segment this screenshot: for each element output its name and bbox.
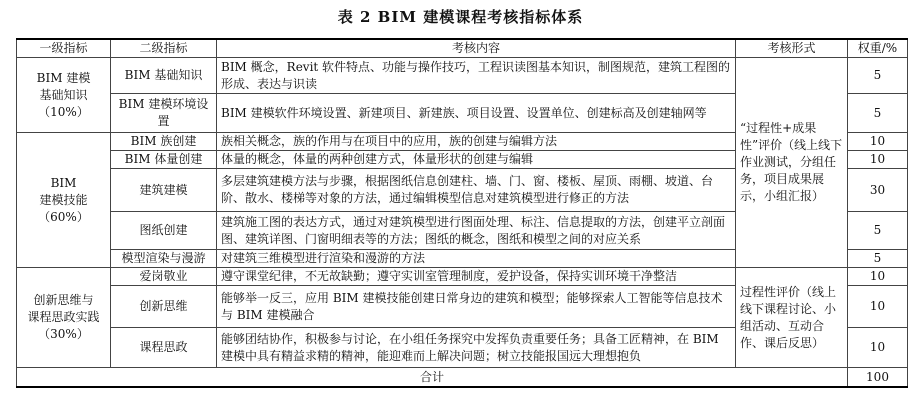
level1-name: 课程思政实践 bbox=[27, 310, 100, 324]
header-level2: 二级指标 bbox=[111, 39, 217, 58]
content-cell: 建筑施工图的表达方式，通过对建筑模型进行图面处理、标注、信息提取的方法，创建平立剖面图、建筑详图、门窗明细表等的方法；图纸的概念，图纸和模型之间的对应关系 bbox=[217, 212, 736, 250]
level2-cell: 建筑建模 bbox=[111, 169, 217, 212]
header-weight: 权重/% bbox=[848, 39, 908, 58]
content-cell: BIM 概念，Revit 软件特点、功能与操作技巧，工程识读图基本知识，制图规范，建筑工程图的形成、表达与识读 bbox=[217, 58, 736, 94]
level2-cell: BIM 基础知识 bbox=[111, 58, 217, 94]
level1-name: 基础知识 bbox=[39, 87, 88, 102]
weight-cell: 10 bbox=[848, 286, 908, 328]
table-caption: 表 2 BIM 建模课程考核指标体系 bbox=[337, 8, 584, 26]
table-row bbox=[17, 58, 908, 94]
level2-cell: BIM 体量创建 bbox=[111, 151, 217, 169]
level1-cell bbox=[17, 268, 111, 368]
level2-cell: 图纸创建 bbox=[111, 212, 217, 250]
level2-cell: 创新思维 bbox=[111, 286, 217, 328]
header-content: 考核内容 bbox=[217, 39, 736, 58]
weight-cell: 10 bbox=[848, 151, 908, 169]
weight-cell: 10 bbox=[848, 328, 908, 368]
content-cell: 遵守课堂纪律，不无故缺勤；遵守实训室管理制度，爱护设备，保持实训环境干净整洁 bbox=[217, 268, 736, 286]
header-row bbox=[17, 39, 908, 58]
level2-cell: 课程思政 bbox=[111, 328, 217, 368]
weight-cell: 5 bbox=[848, 94, 908, 133]
level1-percent: （60%） bbox=[38, 209, 89, 224]
content-cell: 能够团结协作，积极参与讨论，在小组任务探究中发挥负责重要任务；具备工匠精神，在 BIM 建模中具有精益求精的精神，能迎难而上解决问题；树立技能报国远大理想抱负 bbox=[217, 328, 736, 368]
assessment-table bbox=[16, 38, 908, 388]
total-row bbox=[17, 368, 908, 388]
level2-cell: 爱岗敬业 bbox=[111, 268, 217, 286]
header-level1: 一级指标 bbox=[17, 39, 111, 58]
content-cell: 族相关概念，族的作用与在项目中的应用，族的创建与编辑方法 bbox=[217, 133, 736, 151]
form-cell: “过程性+成果性”评价（线上线下作业测试，分组任务，项目成果展示，小组汇报） bbox=[736, 58, 848, 268]
content-cell: 多层建筑建模方法与步骤，根据图纸信息创建柱、墙、门、窗、楼板、屋顶、雨棚、坡道、台阶、散水、楼梯等对象的方法，通过编辑模型信息对建筑模型进行修正的方法 bbox=[217, 169, 736, 212]
level1-cell bbox=[17, 133, 111, 268]
content-cell: 对建筑三维模型进行渲染和漫游的方法 bbox=[217, 250, 736, 268]
total-value: 100 bbox=[848, 368, 908, 388]
form-cell: 过程性评价（线上线下课程讨论、小组活动、互动合作、课后反思） bbox=[736, 268, 848, 368]
total-label: 合计 bbox=[17, 368, 848, 388]
level1-name: BIM 建模 bbox=[36, 70, 91, 85]
level1-name: BIM bbox=[50, 175, 77, 190]
level1-cell bbox=[17, 58, 111, 133]
level1-name: 创新思维与 bbox=[33, 293, 94, 307]
content-cell: BIM 建模软件环境设置、新建项目、新建族、项目设置、设置单位、创建标高及创建轴网等 bbox=[217, 94, 736, 133]
weight-cell: 10 bbox=[848, 133, 908, 151]
level2-cell: 模型渲染与漫游 bbox=[111, 250, 217, 268]
header-form: 考核形式 bbox=[736, 39, 848, 58]
weight-cell: 5 bbox=[848, 58, 908, 94]
level1-percent: （10%） bbox=[38, 104, 89, 119]
level2-cell: BIM 族创建 bbox=[111, 133, 217, 151]
weight-cell: 5 bbox=[848, 212, 908, 250]
content-cell: 体量的概念，体量的两种创建方式，体量形状的创建与编辑 bbox=[217, 151, 736, 169]
weight-cell: 30 bbox=[848, 169, 908, 212]
weight-cell: 10 bbox=[848, 268, 908, 286]
content-cell: 能够举一反三，应用 BIM 建模技能创建日常身边的建筑和模型；能够探索人工智能等信息技术与 BIM 建模融合 bbox=[217, 286, 736, 328]
table-row bbox=[17, 268, 908, 286]
level1-percent: （30%） bbox=[38, 327, 89, 341]
level1-name: 建模技能 bbox=[39, 192, 88, 207]
weight-cell: 5 bbox=[848, 250, 908, 268]
level2-cell: BIM 建模环境设置 bbox=[111, 94, 217, 133]
